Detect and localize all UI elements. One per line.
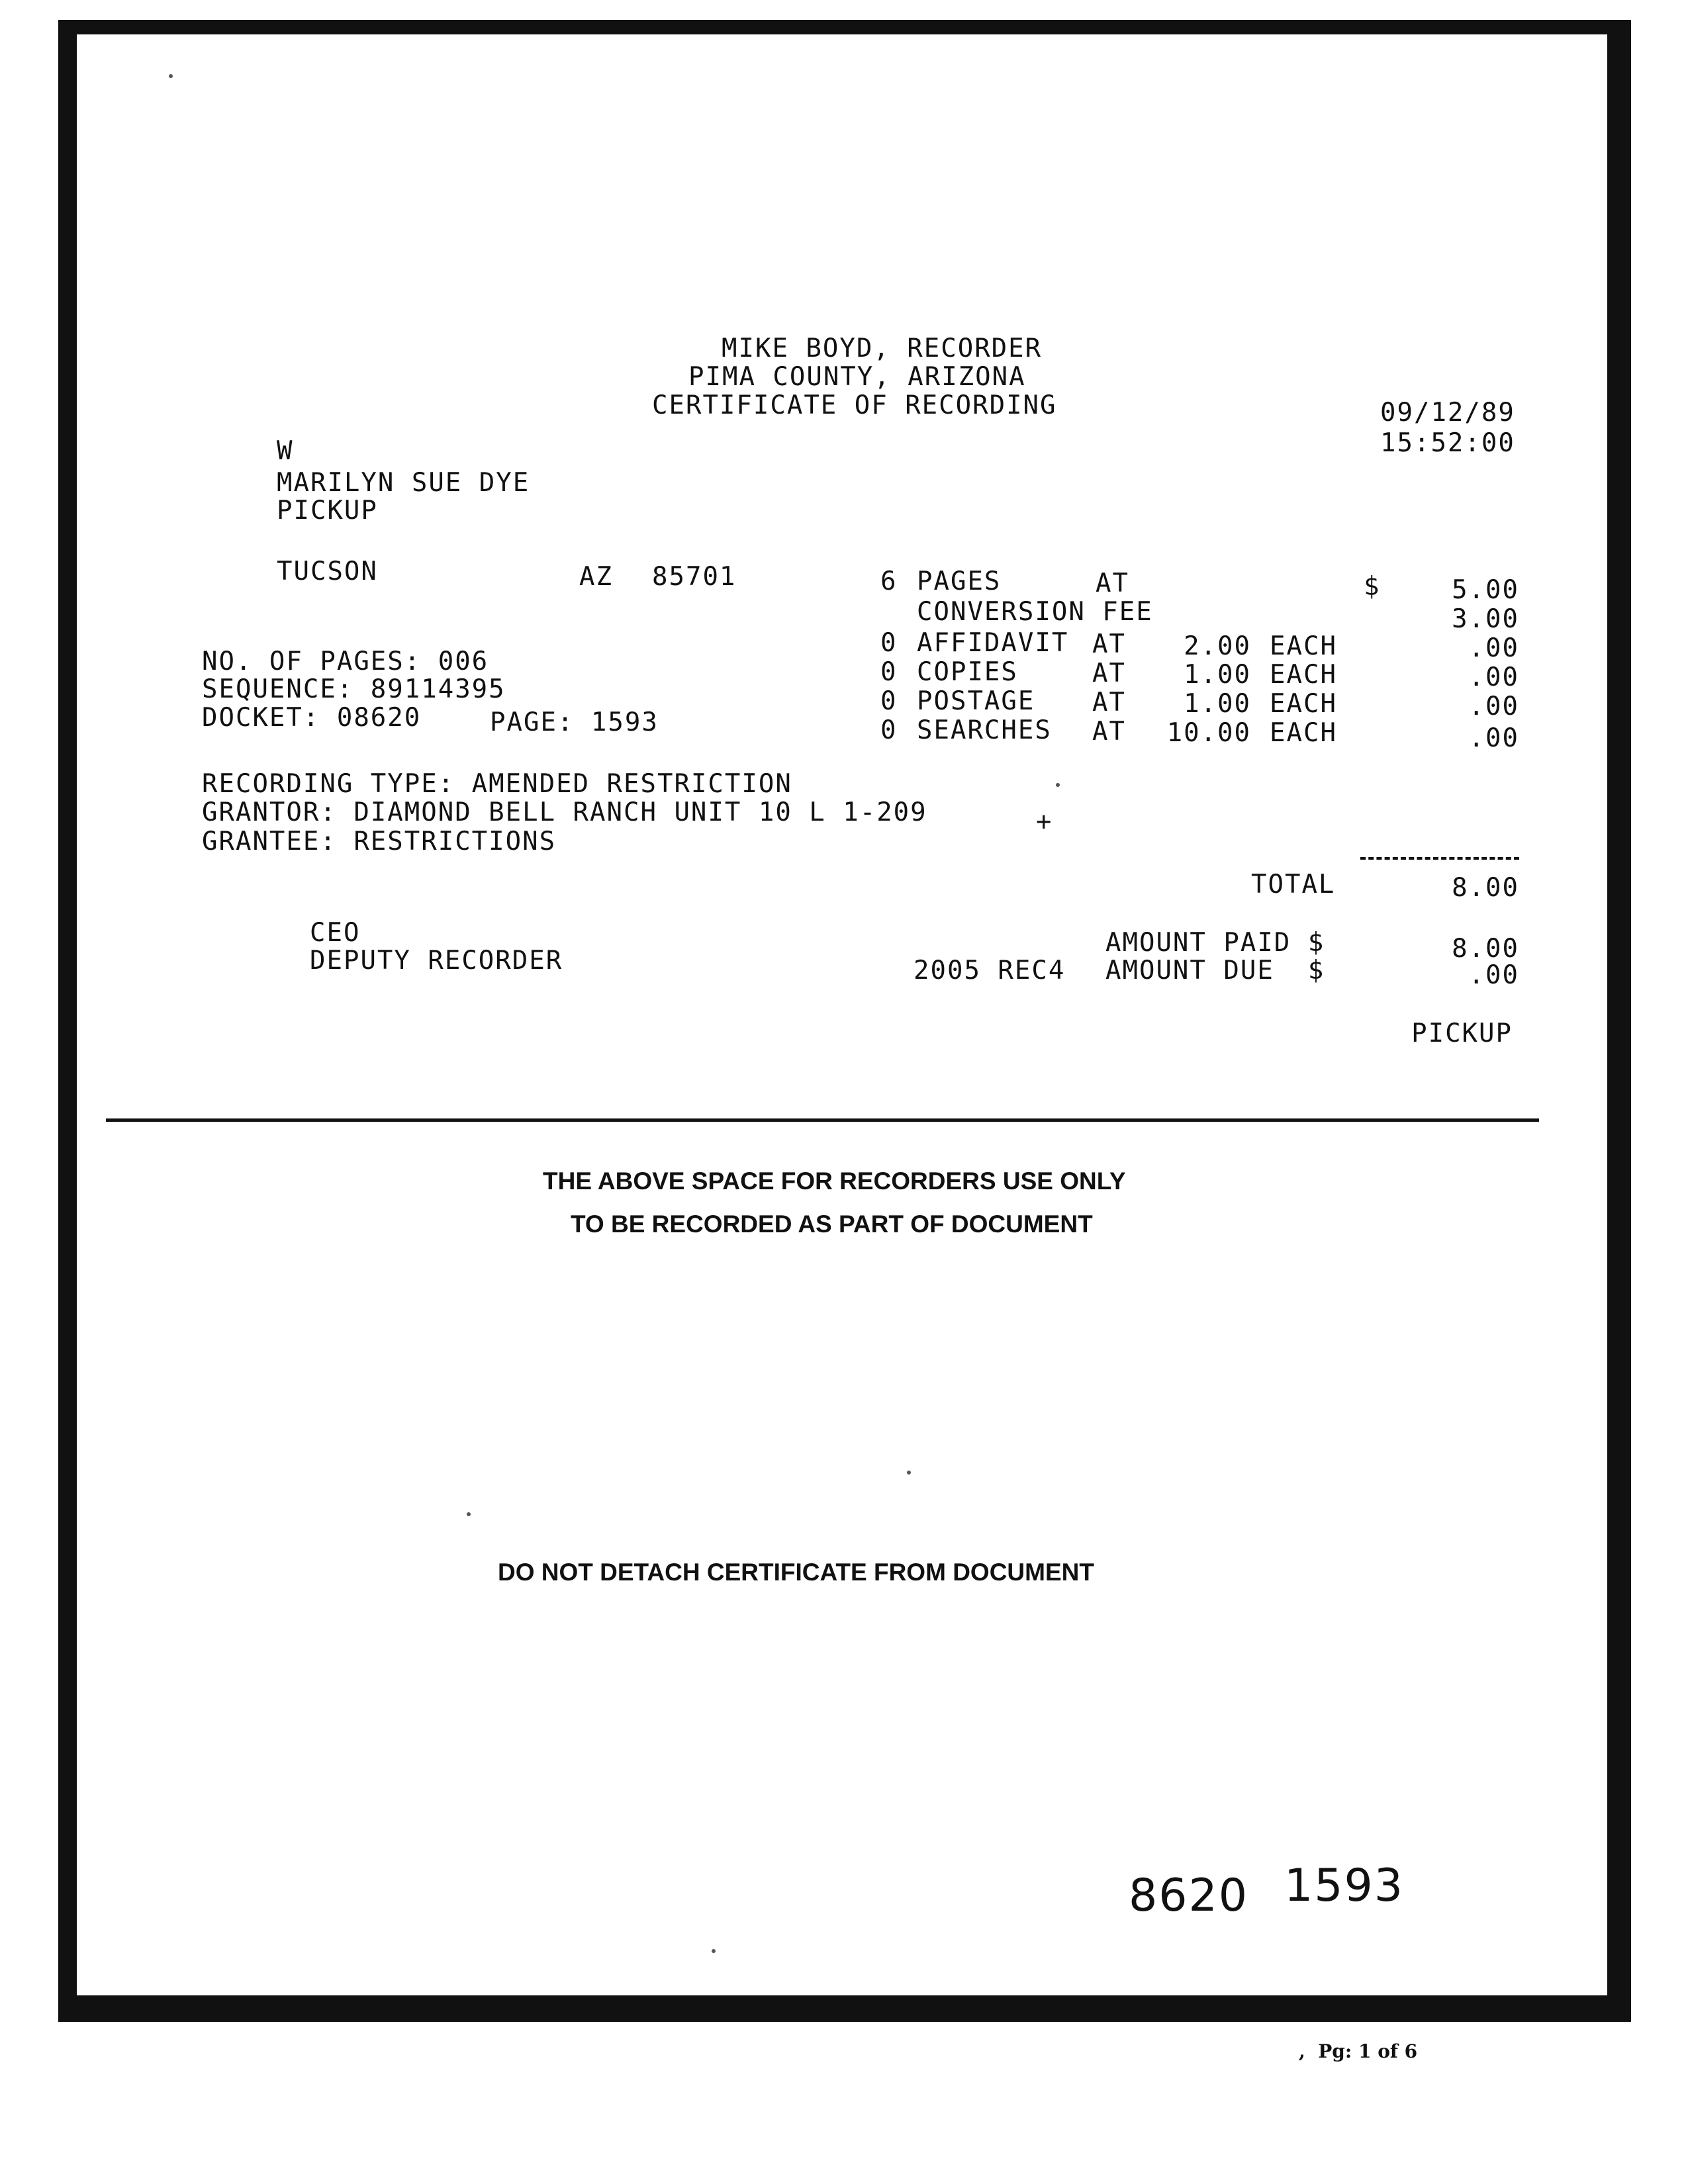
record-time: 15:52:00 xyxy=(1380,428,1515,458)
fee-qty: 0 xyxy=(880,628,898,658)
fee-amount: 5.00 xyxy=(1452,575,1519,605)
fee-amount: .00 xyxy=(1468,662,1519,692)
amount-due-label: AMOUNT DUE $ xyxy=(1105,956,1325,985)
total-label: TOTAL xyxy=(1251,870,1336,899)
deputy-title: DEPUTY RECORDER xyxy=(310,946,563,976)
addressee-delivery: PICKUP xyxy=(277,496,378,525)
deputy-initials: CEO xyxy=(310,918,361,948)
addressee-name: MARILYN SUE DYE xyxy=(277,468,530,498)
amount-due: .00 xyxy=(1468,960,1519,990)
fee-rate: 1.00 xyxy=(1184,689,1251,719)
addressee-state: AZ xyxy=(579,562,613,592)
scan-speck xyxy=(1056,783,1060,787)
scan-speck xyxy=(169,74,173,78)
county-state: PIMA COUNTY, ARIZONA xyxy=(688,362,1026,392)
number-of-pages: NO. OF PAGES: 006 xyxy=(202,647,489,676)
plus-mark: + xyxy=(1036,807,1053,837)
fee-at: AT xyxy=(1092,717,1126,747)
total-amount: 8.00 xyxy=(1452,873,1519,903)
fee-amount: .00 xyxy=(1468,723,1519,753)
section-divider xyxy=(106,1118,1539,1122)
certificate-title: CERTIFICATE OF RECORDING xyxy=(652,390,1057,420)
amount-paid-label: AMOUNT PAID $ xyxy=(1105,928,1325,958)
notice-do-not-detach: DO NOT DETACH CERTIFICATE FROM DOCUMENT xyxy=(498,1559,1094,1586)
fee-at: AT xyxy=(1092,659,1126,688)
scan-speck xyxy=(467,1512,471,1516)
fee-qty: 0 xyxy=(880,657,898,687)
fee-at: AT xyxy=(1092,629,1126,659)
grantor: GRANTOR: DIAMOND BELL RANCH UNIT 10 L 1-209 xyxy=(202,797,927,827)
fee-qty: 6 xyxy=(880,567,898,596)
fee-item: CONVERSION FEE xyxy=(917,597,1153,627)
register-code: 2005 REC4 xyxy=(914,956,1066,985)
fee-item: PAGES xyxy=(917,567,1002,596)
fee-qty: 0 xyxy=(880,715,898,745)
sequence-number: SEQUENCE: 89114395 xyxy=(202,674,506,704)
recorder-name: MIKE BOYD, RECORDER xyxy=(722,334,1043,363)
fee-amount: .00 xyxy=(1468,633,1519,663)
notice-part-of-document: TO BE RECORDED AS PART OF DOCUMENT xyxy=(571,1210,1093,1238)
scan-speck xyxy=(907,1471,911,1475)
page-indicator: , Pg: 1 of 6 xyxy=(1299,2040,1418,2062)
docket-number: DOCKET: 08620 xyxy=(202,703,422,733)
notice-recorders-use: THE ABOVE SPACE FOR RECORDERS USE ONLY xyxy=(543,1167,1126,1195)
fee-unit: EACH xyxy=(1270,631,1337,661)
scan-speck xyxy=(712,1949,716,1953)
fee-rate: 10.00 xyxy=(1166,718,1251,748)
fee-amount: 3.00 xyxy=(1452,604,1519,634)
fee-qty: 0 xyxy=(880,686,898,716)
page-stamp: 1593 xyxy=(1284,1860,1405,1912)
currency-symbol: $ xyxy=(1364,572,1381,602)
fee-item: AFFIDAVIT xyxy=(917,628,1069,658)
addressee-code: W xyxy=(277,436,294,466)
page-number: PAGE: 1593 xyxy=(490,707,659,737)
fee-item: POSTAGE xyxy=(917,686,1035,716)
record-date: 09/12/89 xyxy=(1380,398,1515,428)
fee-rate: 1.00 xyxy=(1184,660,1251,690)
fee-at: AT xyxy=(1096,569,1129,598)
addressee-city: TUCSON xyxy=(277,557,378,586)
recording-type: RECORDING TYPE: AMENDED RESTRICTION xyxy=(202,769,792,799)
fee-amount: .00 xyxy=(1468,692,1519,721)
fee-unit: EACH xyxy=(1270,660,1337,690)
delivery-method: PICKUP xyxy=(1411,1019,1513,1048)
fee-at: AT xyxy=(1092,688,1126,717)
docket-stamp: 8620 xyxy=(1129,1870,1249,1922)
fee-item: COPIES xyxy=(917,657,1018,687)
amount-paid: 8.00 xyxy=(1452,934,1519,964)
total-divider xyxy=(1360,857,1519,862)
fee-rate: 2.00 xyxy=(1184,631,1251,661)
fee-unit: EACH xyxy=(1270,689,1337,719)
fee-unit: EACH xyxy=(1270,718,1337,748)
grantee: GRANTEE: RESTRICTIONS xyxy=(202,827,557,856)
fee-item: SEARCHES xyxy=(917,715,1052,745)
addressee-zip: 85701 xyxy=(652,562,737,592)
